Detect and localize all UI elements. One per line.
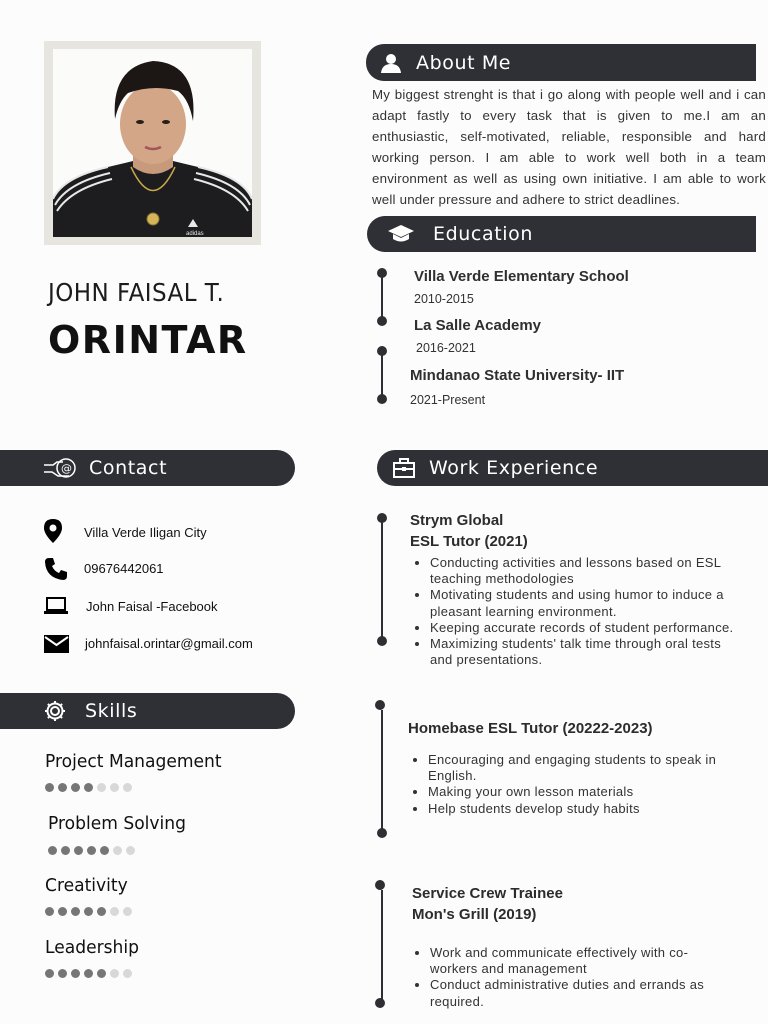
skill-dot bbox=[71, 969, 80, 978]
education-years: 2010-2015 bbox=[414, 292, 474, 306]
timeline-dot bbox=[377, 828, 387, 838]
skill-dot bbox=[48, 846, 57, 855]
skill-name: Project Management bbox=[45, 751, 222, 772]
job-duty: • Keeping accurate records of student performance. bbox=[430, 620, 740, 636]
job-duties bbox=[410, 752, 728, 817]
about-me-text: My biggest strenght is that i go along with people well and i can adapt fastly to every task that is given to me.I am an enthusiastic, self-motivated, reliable, responsible and hard working person. I am able to work well both in a team environment as well as using own initiative. I am able to work well under pressure and adhere to strict deadlines. bbox=[372, 87, 766, 207]
skill-dot bbox=[58, 969, 67, 978]
first-name: JOHN FAISAL T. bbox=[48, 278, 225, 307]
education-years: 2021-Present bbox=[410, 393, 486, 407]
job-duty: • Conducting activities and lessons based on ESL teaching methodologies bbox=[430, 555, 740, 587]
skill-dot bbox=[58, 907, 67, 916]
timeline-line bbox=[381, 518, 383, 640]
job-duty: • Work and communicate effectively with co-workers and management bbox=[430, 945, 730, 977]
about-me-title: About Me bbox=[416, 51, 512, 74]
location-pin-icon bbox=[44, 519, 62, 548]
timeline-line bbox=[381, 890, 383, 1004]
skill-dot bbox=[84, 969, 93, 978]
skills-title: Skills bbox=[85, 700, 138, 722]
job-duty: • Maximizing students' talk time through oral tests and presentations. bbox=[430, 636, 740, 668]
skills-header bbox=[0, 693, 295, 729]
skill-name: Problem Solving bbox=[48, 813, 186, 834]
skill-dot bbox=[45, 783, 54, 792]
contact-title: Contact bbox=[89, 457, 168, 479]
last-name: ORINTAR bbox=[48, 318, 248, 362]
job-duty: • Motivating students and using humor to induce a pleasant learning environment. bbox=[430, 587, 740, 619]
svg-text:@: @ bbox=[61, 462, 73, 475]
job-duty: • Help students develop study habits bbox=[428, 801, 728, 817]
job-role: Service Crew Trainee bbox=[412, 885, 563, 902]
briefcase-icon bbox=[393, 458, 415, 478]
skill-name: Creativity bbox=[45, 875, 128, 896]
user-icon bbox=[380, 53, 402, 73]
skill-dot bbox=[126, 846, 135, 855]
skill-dot bbox=[61, 846, 70, 855]
skill-dot bbox=[84, 907, 93, 916]
timeline-line bbox=[381, 351, 383, 399]
timeline-dot bbox=[377, 316, 387, 326]
timeline-dot bbox=[375, 700, 385, 710]
skill-dot bbox=[87, 846, 96, 855]
timeline-line bbox=[381, 273, 383, 321]
about-me-header bbox=[366, 44, 756, 81]
gear-icon bbox=[43, 699, 67, 723]
skill-dot bbox=[100, 846, 109, 855]
skill-dot bbox=[74, 846, 83, 855]
contact-address: Villa Verde Iligan City bbox=[84, 525, 207, 540]
contact-hand-icon bbox=[43, 457, 77, 479]
phone-icon bbox=[44, 557, 68, 586]
education-school: Villa Verde Elementary School bbox=[414, 268, 629, 285]
education-title: Education bbox=[433, 223, 533, 245]
contact-facebook[interactable]: John Faisal -Facebook bbox=[86, 599, 218, 614]
skill-name: Leadership bbox=[45, 937, 139, 958]
svg-text:adidas: adidas bbox=[186, 231, 204, 237]
job-company: Strym Global bbox=[410, 512, 504, 529]
timeline-dot bbox=[377, 394, 387, 404]
work-experience-header bbox=[377, 450, 768, 486]
skill-dot bbox=[97, 907, 106, 916]
job-role: Homebase ESL Tutor (20222-2023) bbox=[408, 720, 653, 737]
skill-rating bbox=[48, 846, 135, 855]
skill-dot bbox=[113, 846, 122, 855]
skill-dot bbox=[84, 783, 93, 792]
education-years: 2016-2021 bbox=[416, 341, 476, 355]
profile-photo-frame bbox=[44, 41, 261, 245]
skill-dot bbox=[110, 907, 119, 916]
skill-dot bbox=[58, 783, 67, 792]
skill-dot bbox=[123, 783, 132, 792]
job-role: ESL Tutor (2021) bbox=[410, 533, 528, 550]
contact-phone[interactable]: 09676442061 bbox=[84, 561, 164, 576]
job-company: Mon's Grill (2019) bbox=[412, 906, 537, 923]
job-duties bbox=[412, 555, 740, 668]
job-duty: • Conduct administrative duties and errands as required. bbox=[430, 977, 730, 1009]
skill-dot bbox=[123, 907, 132, 916]
timeline-dot bbox=[375, 880, 385, 890]
profile-photo bbox=[53, 49, 252, 237]
education-header bbox=[367, 216, 756, 252]
skill-dot bbox=[97, 783, 106, 792]
education-school: Mindanao State University- IIT bbox=[410, 367, 625, 384]
job-duty: • Making your own lesson materials bbox=[428, 784, 728, 800]
skill-rating bbox=[45, 783, 132, 792]
graduation-cap-icon bbox=[387, 224, 415, 244]
job-duty: • Encouraging and engaging students to speak in English. bbox=[428, 752, 728, 784]
skill-dot bbox=[45, 907, 54, 916]
skill-dot bbox=[97, 969, 106, 978]
timeline-dot bbox=[377, 636, 387, 646]
skill-dot bbox=[110, 969, 119, 978]
email-icon bbox=[44, 635, 69, 658]
timeline-line bbox=[381, 710, 383, 834]
contact-email[interactable]: johnfaisal.orintar@gmail.com bbox=[85, 636, 253, 651]
timeline-dot bbox=[375, 998, 385, 1008]
skill-dot bbox=[71, 783, 80, 792]
skill-rating bbox=[45, 907, 132, 916]
skill-dot bbox=[45, 969, 54, 978]
education-school: La Salle Academy bbox=[414, 317, 542, 334]
laptop-icon bbox=[44, 597, 68, 620]
skill-dot bbox=[71, 907, 80, 916]
job-duties bbox=[412, 945, 730, 1010]
work-experience-title: Work Experience bbox=[429, 457, 599, 479]
contact-header bbox=[0, 450, 295, 486]
skill-rating bbox=[45, 969, 132, 978]
skill-dot bbox=[123, 969, 132, 978]
skill-dot bbox=[110, 783, 119, 792]
